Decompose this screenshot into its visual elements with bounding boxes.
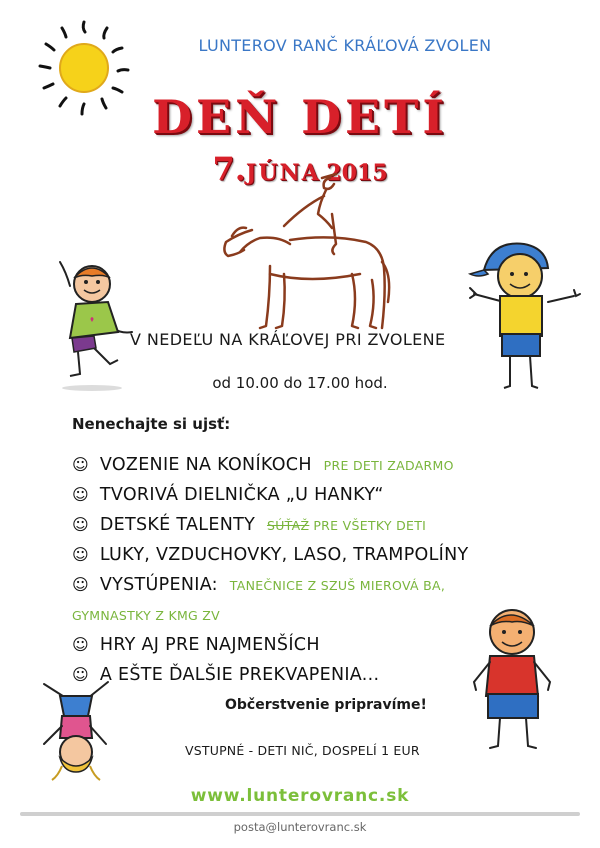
activity-text: LUKY, VZDUCHOVKY, LASO, TRAMPOLÍNY: [99, 545, 469, 565]
activity-text: DETSKÉ TALENTY: [99, 515, 256, 535]
activity-note: GYMNASTKY Z KMG ZV: [72, 608, 221, 623]
list-item: [72, 450, 562, 480]
entry-fee: VSTUPNÉ - DETI NIČ, DOSPELÍ 1 EUR: [185, 743, 420, 758]
activity-text: HRY AJ PRE NAJMENŠÍCH: [99, 635, 320, 655]
activity-note: PRE VŠETKY DETI: [313, 518, 427, 533]
footer-divider: [20, 812, 580, 816]
event-hours: od 10.00 do 17.00 hod.: [212, 374, 388, 392]
smiley-icon: ☺: [72, 545, 89, 564]
event-place: V NEDEĽU NA KRÁĽOVEJ PRI ZVOLENE: [130, 330, 446, 349]
cartwheel-girl-illustration: [38, 678, 128, 788]
activity-text: TVORIVÁ DIELNIČKA „U HANKY“: [99, 485, 384, 505]
list-item: [72, 510, 562, 540]
activity-note: TANEČNICE Z SZUŠ MIEROVÁ BA,: [229, 578, 446, 593]
smiley-icon: ☺: [72, 635, 89, 654]
date-day: 7.: [212, 150, 246, 188]
email-link[interactable]: posta@lunterovranc.sk: [233, 820, 367, 834]
smiley-icon: ☺: [72, 455, 89, 474]
event-title: DEŇ DETÍ: [152, 90, 448, 144]
smiley-icon: ☺: [72, 575, 89, 594]
date-year: 2015: [326, 160, 388, 186]
horse-rider-illustration: [212, 170, 412, 330]
activity-text: VYSTÚPENIA:: [99, 575, 218, 595]
activity-note-struck: SÚŤAŽ: [266, 518, 310, 533]
organizer-name: LUNTEROV RANČ KRÁĽOVÁ ZVOLEN: [198, 36, 492, 55]
boy-illustration: [468, 604, 558, 754]
smiley-icon: ☺: [72, 515, 89, 534]
list-item: [72, 480, 562, 510]
activity-text: VOZENIE NA KONÍKOCH: [99, 455, 312, 475]
activity-text: A EŠTE ĎALŠIE PREKVAPENIA...: [99, 665, 380, 685]
smiley-icon: ☺: [72, 485, 89, 504]
smiley-icon: ☺: [72, 665, 89, 684]
website-link[interactable]: www.lunterovranc.sk: [190, 786, 410, 806]
list-item: [72, 570, 562, 600]
list-item: [72, 540, 562, 570]
date-month: JÚNA: [245, 160, 321, 186]
refreshments-note: Občerstvenie pripravíme!: [225, 697, 427, 713]
activities-intro: Nenechajte si ujsť:: [72, 415, 231, 433]
activity-note: PRE DETI ZADARMO: [323, 458, 454, 473]
